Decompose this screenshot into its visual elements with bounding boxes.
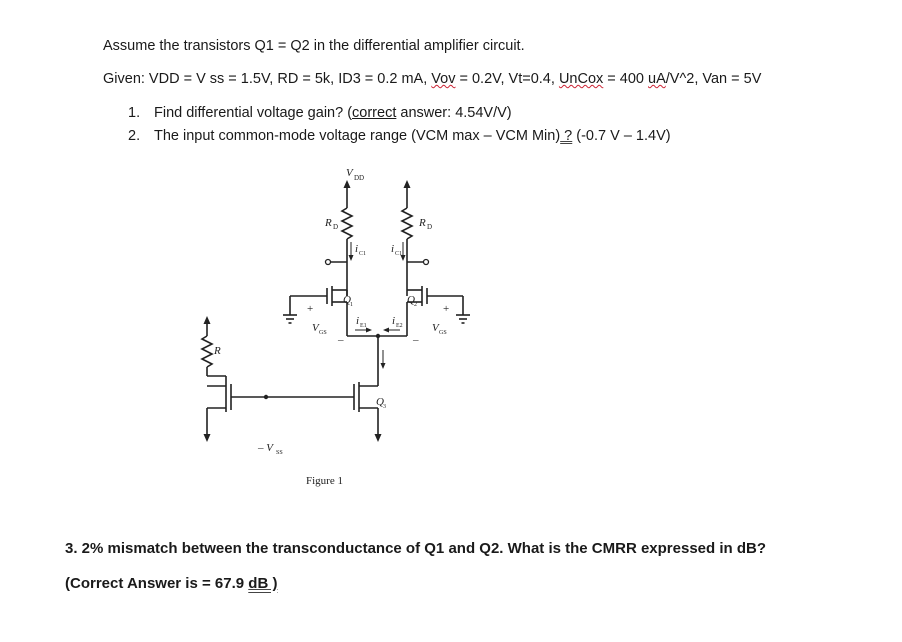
ic1-label-sub: C1 bbox=[359, 251, 367, 257]
q3-transistor bbox=[354, 376, 378, 436]
q2-label: Q bbox=[407, 294, 415, 306]
output-terminal-left bbox=[326, 260, 331, 265]
figure-caption: Figure 1 bbox=[306, 475, 343, 487]
q1-label-sub: 1 bbox=[350, 302, 353, 308]
vgs-left-minus: – bbox=[338, 334, 344, 346]
q1-transistor bbox=[290, 286, 347, 320]
q3-label: Q bbox=[376, 396, 384, 408]
vgs-left-label-sub: GS bbox=[319, 330, 327, 336]
reference-transistor bbox=[207, 382, 231, 436]
vdd-label: V bbox=[346, 167, 353, 179]
tail-current-arrow bbox=[381, 363, 386, 369]
r-top-arrow bbox=[204, 316, 211, 324]
ie1-label: i bbox=[356, 315, 360, 327]
question-2-answer: (-0.7 V – 1.4V) bbox=[572, 128, 671, 144]
q3-bottom-arrow bbox=[375, 434, 382, 442]
question-1-text: Find differential voltage gain? ( bbox=[154, 105, 353, 121]
question-2 bbox=[128, 128, 671, 144]
ie1-arrow bbox=[366, 328, 372, 333]
rd-right-resistor bbox=[402, 208, 412, 239]
given-vov: Vov bbox=[431, 71, 456, 87]
gate-bus-node bbox=[264, 395, 268, 399]
vgs-right-label-sub: GS bbox=[439, 330, 447, 336]
vdd-arrow-left bbox=[344, 180, 351, 208]
rd-left-label-sub: D bbox=[333, 223, 339, 231]
ic2-label-sub: C1 bbox=[395, 251, 403, 257]
ic2-label: i bbox=[391, 243, 395, 255]
answer-3-text: (Correct Answer is = 67.9 bbox=[65, 575, 249, 592]
ic1-arrow bbox=[349, 255, 354, 261]
rd-left-label: R bbox=[325, 217, 332, 229]
given-part-4: /V^2, Van = 5V bbox=[665, 71, 762, 87]
question-1 bbox=[128, 105, 512, 121]
vgs-right-minus: – bbox=[413, 334, 419, 346]
question-1-answer: answer: 4.54V/V) bbox=[396, 105, 512, 121]
given-part-1: Given: VDD = V ss = 1.5V, RD = 5k, ID3 = 0.2 mA, bbox=[103, 71, 432, 87]
intro-text: Assume the transistors Q1 = Q2 in the differential amplifier circuit. bbox=[103, 38, 525, 54]
q2-label-sub: 2 bbox=[414, 302, 417, 308]
r-resistor bbox=[202, 336, 212, 367]
ie2-label: i bbox=[392, 315, 396, 327]
question-2-text: The input common-mode voltage range (VCM max – VCM Min) bbox=[154, 128, 561, 144]
question-1-number: 1. bbox=[128, 105, 141, 121]
given-ua: uA bbox=[648, 71, 666, 87]
ie2-arrow bbox=[383, 328, 389, 333]
given-uncox: UnCox bbox=[558, 71, 604, 87]
q1-label: Q bbox=[343, 294, 351, 306]
answer-3-underlined: dB ) bbox=[248, 575, 278, 592]
vdd-label-sub: DD bbox=[354, 174, 365, 182]
r-label: R bbox=[214, 345, 221, 357]
answer-3 bbox=[65, 575, 277, 592]
question-2-underlined: ? bbox=[560, 128, 573, 144]
ref-bottom-arrow bbox=[204, 434, 211, 442]
output-terminal-right bbox=[424, 260, 429, 265]
rd-right-label-sub: D bbox=[427, 223, 433, 231]
differential-amplifier-circuit bbox=[170, 160, 510, 495]
given-part-2: = 0.2V, Vt=0.4, bbox=[455, 71, 559, 87]
vgs-left-plus: + bbox=[307, 303, 314, 315]
question-3: 3. 2% mismatch between the transconductance of Q1 and Q2. What is the CMRR expressed in dB? bbox=[65, 540, 766, 557]
ie2-label-sub: E2 bbox=[396, 323, 403, 329]
ic1-label: i bbox=[355, 243, 359, 255]
rd-left-resistor bbox=[342, 208, 352, 239]
vgs-left-label: V bbox=[312, 322, 319, 334]
vss-label-sub: SS bbox=[276, 450, 283, 456]
vgs-right-label: V bbox=[432, 322, 439, 334]
vss-label: – V bbox=[258, 442, 273, 454]
given-line bbox=[103, 71, 761, 87]
q3-label-sub: 3 bbox=[383, 404, 386, 410]
given-part-3: = 400 bbox=[603, 71, 649, 87]
vdd-arrow-right bbox=[404, 180, 411, 208]
question-2-number: 2. bbox=[128, 128, 141, 144]
rd-right-label: R bbox=[419, 217, 426, 229]
ie1-label-sub: E1 bbox=[360, 323, 367, 329]
vgs-right-plus: + bbox=[443, 303, 450, 315]
question-1-underlined: correct bbox=[352, 105, 397, 121]
